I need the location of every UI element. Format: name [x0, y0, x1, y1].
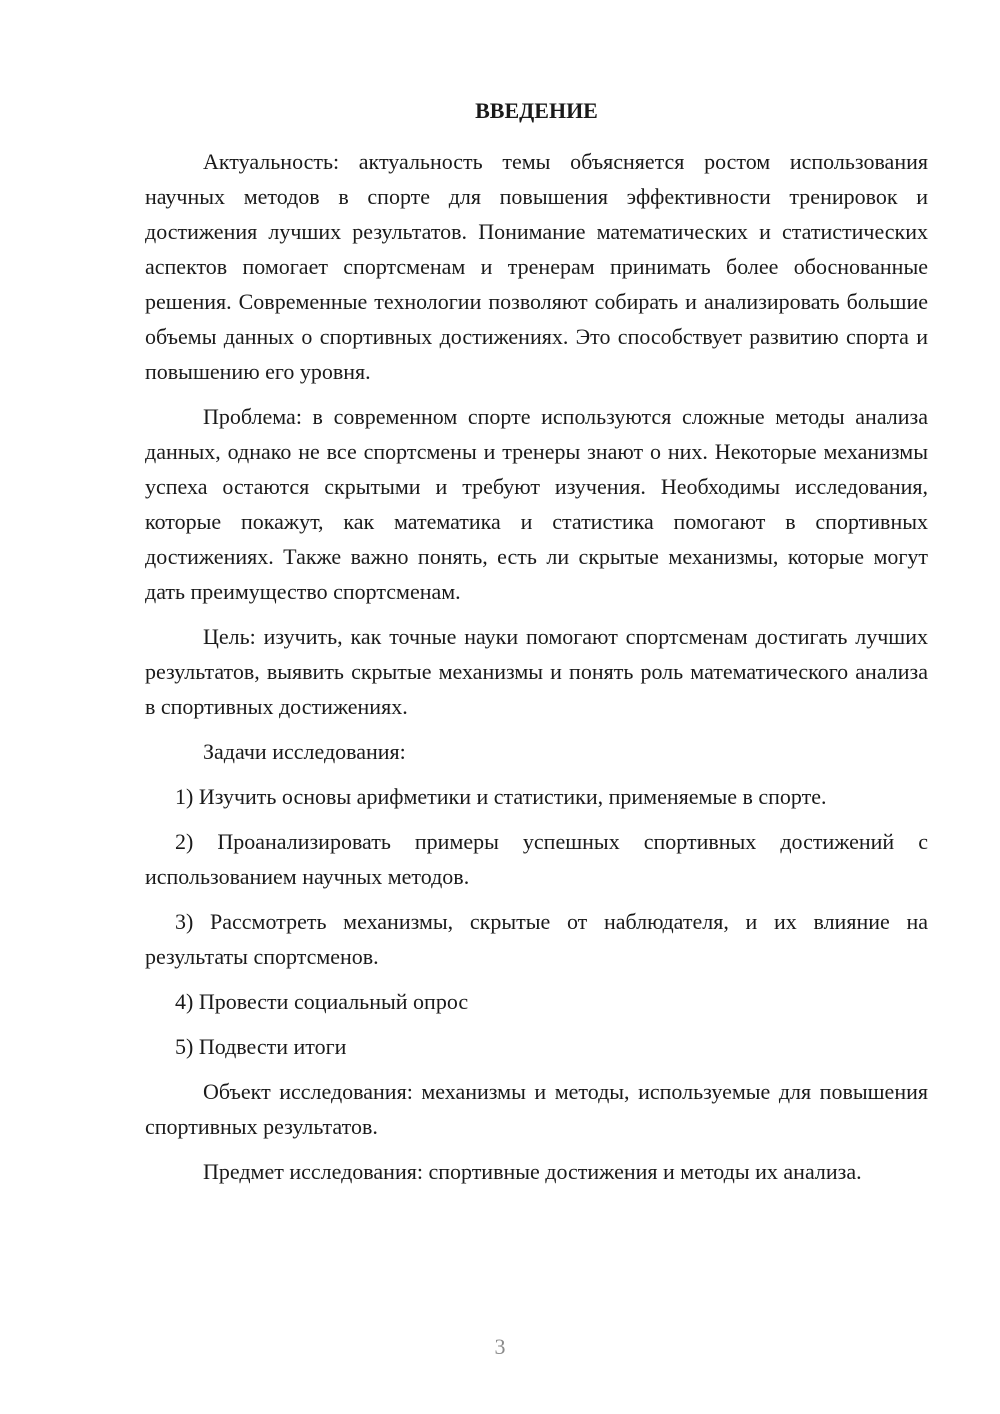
task-item: 4) Провести социальный опрос: [175, 989, 469, 1014]
document-page: [145, 96, 928, 1199]
page-number: 3: [494, 1334, 506, 1359]
section-heading: ВВЕДЕНИЕ: [475, 98, 598, 123]
task-item: 5) Подвести итоги: [175, 1034, 347, 1059]
task-item: 2) Проанализировать примеры успешных спортивных достижений с использованием научных методов.: [145, 829, 928, 889]
tasks-heading: Задачи исследования:: [203, 739, 406, 764]
task-item: 3) Рассмотреть механизмы, скрытые от наблюдателя, и их влияние на результаты спортсменов.: [145, 909, 928, 969]
relevance-paragraph: Актуальность: актуальность темы объясняется ростом использования научных методов в спорте для повышения эффективности тренировок и достижения лучших результатов. Понимание математических и статистических аспектов помогает спортсменам и тренерам принимать более обоснованные решения. Современные технологии позволяют собирать и анализировать большие объемы данных о спортивных достижениях. Это способствует развитию спорта и повышению его уровня.: [145, 149, 928, 384]
task-item: 1) Изучить основы арифметики и статистики, применяемые в спорте.: [175, 784, 827, 809]
subject-paragraph: Предмет исследования: спортивные достижения и методы их анализа.: [203, 1159, 862, 1184]
object-paragraph: Объект исследования: механизмы и методы, используемые для повышения спортивных результатов.: [145, 1079, 928, 1139]
problem-paragraph: Проблема: в современном спорте используются сложные методы анализа данных, однако не все спортсмены и тренеры знают о них. Некоторые механизмы успеха остаются скрытыми и требуют изучения. Необходимы исследования, которые покажут, как математика и статистика помогают в спортивных достижениях. Также важно понять, есть ли скрытые механизмы, которые могут дать преимущество спортсменам.: [145, 404, 928, 604]
goal-paragraph: Цель: изучить, как точные науки помогают спортсменам достигать лучших результатов, выявить скрытые механизмы и понять роль математического анализа в спортивных достижениях.: [145, 624, 928, 719]
